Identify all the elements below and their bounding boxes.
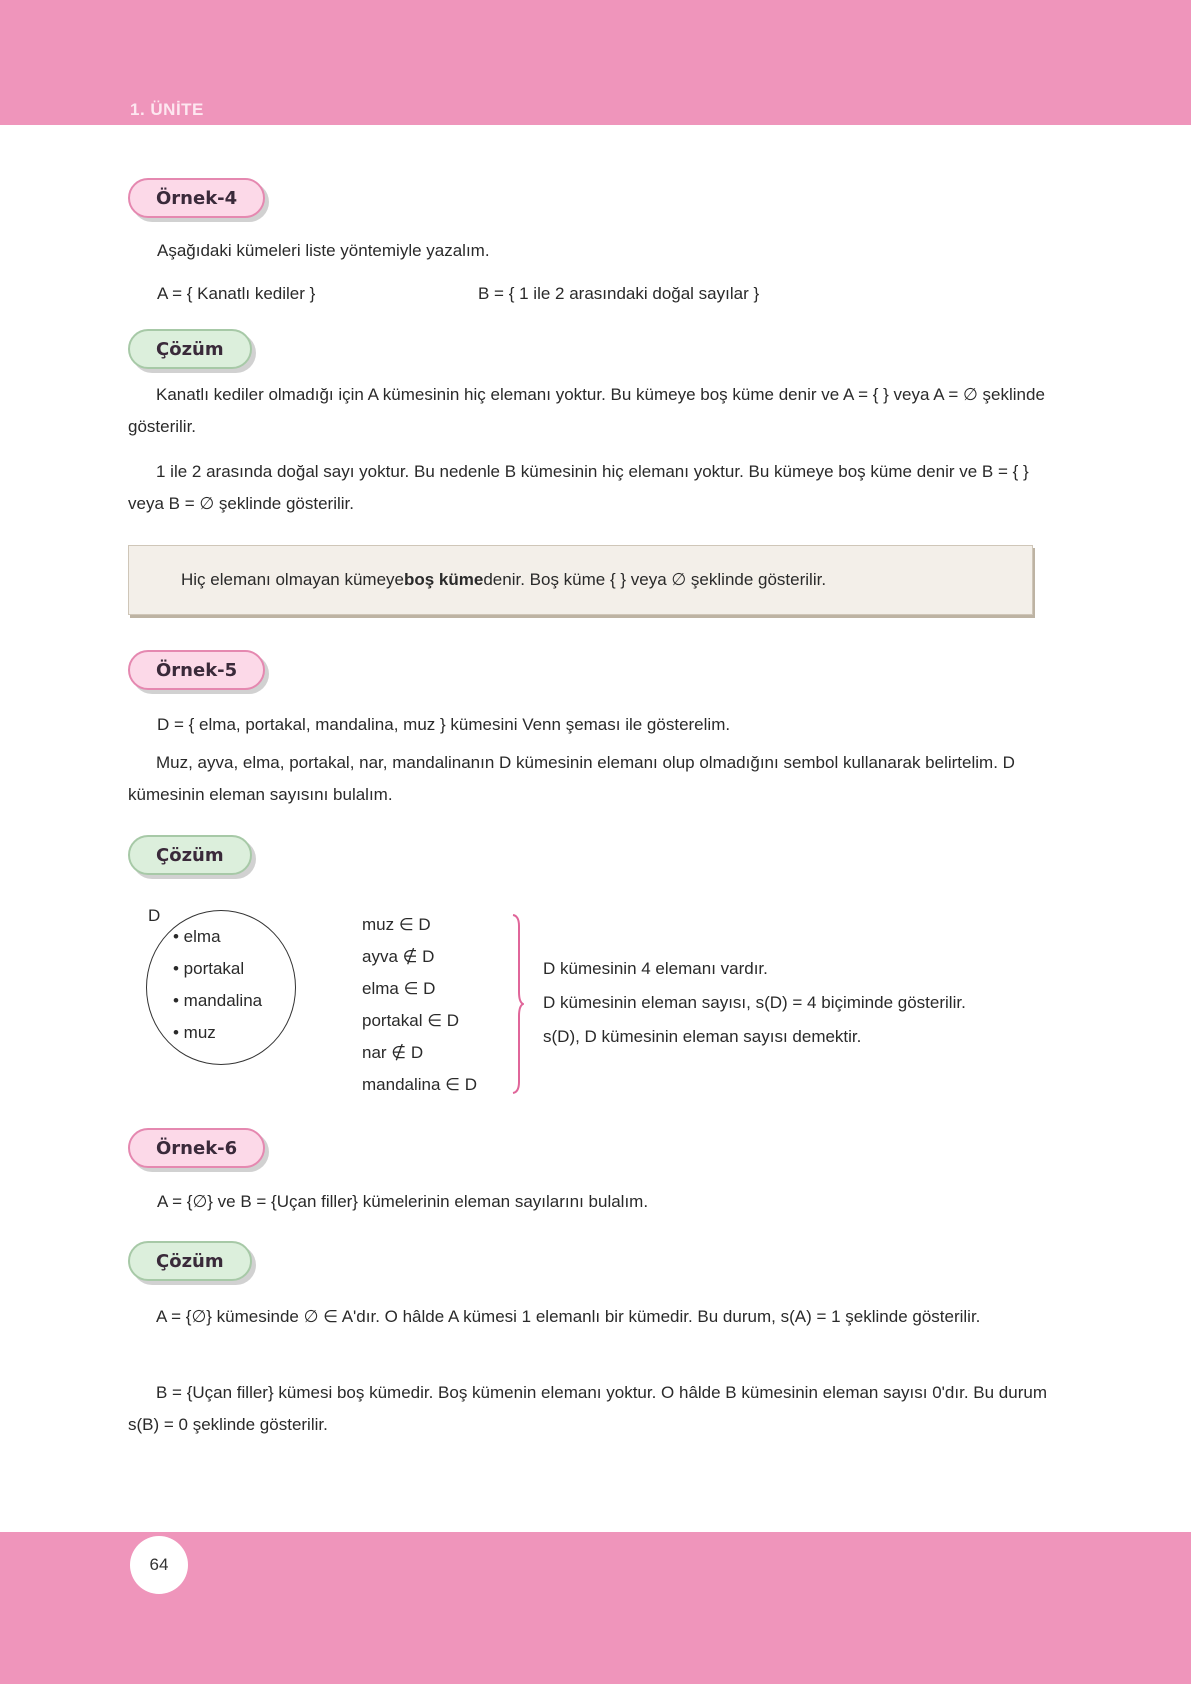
membership-item: elma ∈ D — [362, 979, 436, 998]
set-a-definition: A = { Kanatlı kediler } — [157, 284, 316, 303]
example-6-line-1: A = {∅} ve B = {Uçan filler} kümelerinin eleman sayılarını bulalım. — [157, 1192, 649, 1211]
venn-item: • portakal — [173, 959, 245, 978]
venn-set-label: D — [148, 906, 161, 925]
example-5-solution-tag: Çözüm — [128, 835, 252, 875]
page-number: 64 — [130, 1536, 188, 1594]
example-6-tag: Örnek-6 — [128, 1128, 265, 1168]
membership-item: nar ∉ D — [362, 1043, 424, 1062]
example-5-tag: Örnek-5 — [128, 650, 265, 690]
example-4-tag: Örnek-4 — [128, 178, 265, 218]
example-4-intro: Aşağıdaki kümeleri liste yöntemiyle yazalım. — [157, 241, 490, 260]
set-b-definition: B = { 1 ile 2 arasındaki doğal sayılar } — [478, 284, 760, 303]
definition-note-box — [128, 545, 1033, 615]
note-bold-term: boş küme — [403, 570, 484, 589]
membership-item: muz ∈ D — [362, 915, 431, 934]
membership-item: portakal ∈ D — [362, 1011, 460, 1030]
membership-item: ayva ∉ D — [362, 947, 435, 966]
fact-line: D kümesinin eleman sayısı, s(D) = 4 biçiminde gösterilir. — [543, 993, 966, 1012]
example-6-solution-tag: Çözüm — [128, 1241, 252, 1281]
example-6-solution-paragraph-2: B = {Uçan filler} kümesi boş kümedir. Boş kümenin elemanı yoktur. O hâlde B kümesinin eleman sayısı 0'dır. Bu durum s(B) = 0 şeklinde gösterilir. — [128, 1383, 1047, 1434]
example-5-line-2: Muz, ayva, elma, portakal, nar, mandalinanın D kümesinin elemanı olup olmadığını sembol kullanarak belirtelim. D kümesinin eleman sayısını bulalım. — [128, 753, 1015, 804]
venn-item: • muz — [173, 1023, 216, 1042]
example-6-solution-paragraph-1: A = {∅} kümesinde ∅ ∈ A'dır. O hâlde A kümesi 1 elemanlı bir kümedir. Bu durum, s(A) = 1 şeklinde gösterilir. — [156, 1307, 981, 1326]
fact-line: D kümesinin 4 elemanı vardır. — [543, 959, 768, 978]
right-brace-icon — [512, 914, 524, 1094]
note-text-after: denir. Boş küme { } veya ∅ şeklinde gösterilir. — [483, 570, 827, 589]
venn-item: • mandalina — [173, 991, 263, 1010]
example-4-solution-paragraph-2: 1 ile 2 arasında doğal sayı yoktur. Bu nedenle B kümesinin hiç elemanı yoktur. Bu kümeye boş küme denir ve B = { } veya B = ∅ şeklinde gösterilir. — [128, 462, 1029, 513]
example-4-solution-tag: Çözüm — [128, 329, 252, 369]
fact-line: s(D), D kümesinin eleman sayısı demektir. — [543, 1027, 862, 1046]
venn-diagram-circle — [146, 910, 296, 1065]
note-text-before: Hiç elemanı olmayan kümeye — [181, 570, 404, 589]
example-4-solution-paragraph-1: Kanatlı kediler olmadığı için A kümesinin hiç elemanı yoktur. Bu kümeye boş küme denir ve A = { } veya A = ∅ şeklinde gösterilir. — [128, 385, 1045, 436]
venn-item: • elma — [173, 927, 221, 946]
unit-label: 1. ÜNİTE — [130, 100, 204, 119]
membership-item: mandalina ∈ D — [362, 1075, 477, 1094]
example-5-line-1: D = { elma, portakal, mandalina, muz } kümesini Venn şeması ile gösterelim. — [157, 715, 731, 734]
